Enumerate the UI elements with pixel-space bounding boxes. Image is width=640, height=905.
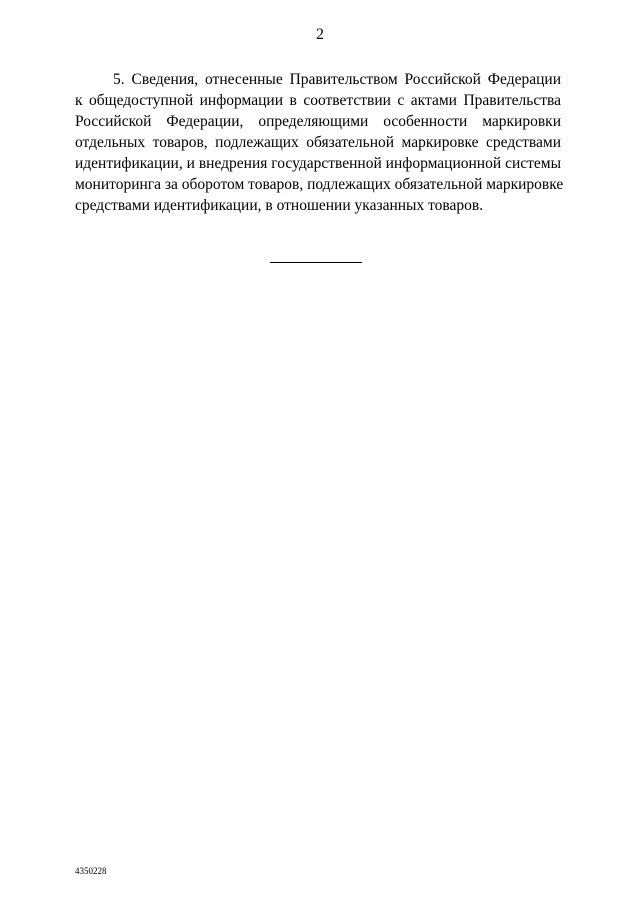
paragraph-line: к общедоступной информации в соответствии с актами Правительства <box>75 92 561 109</box>
paragraph-line: отдельных товаров, подлежащих обязательной маркировке средствами <box>75 134 561 151</box>
end-separator-line <box>270 262 362 263</box>
paragraph-item-5 <box>75 69 564 216</box>
document-code: 4350228 <box>75 866 107 876</box>
paragraph-line: 5. Сведения, отнесенные Правительством Российской Федерации <box>113 71 561 88</box>
paragraph-line: Российской Федерации, определяющими особенности маркировки <box>75 113 561 130</box>
page-number: 2 <box>316 26 324 43</box>
paragraph-line: идентификации, и внедрения государственной информационной системы <box>75 155 561 172</box>
paragraph-line: мониторинга за оборотом товаров, подлежащих обязательной маркировке <box>75 176 564 193</box>
paragraph-line: средствами идентификации, в отношении указанных товаров. <box>75 197 484 214</box>
